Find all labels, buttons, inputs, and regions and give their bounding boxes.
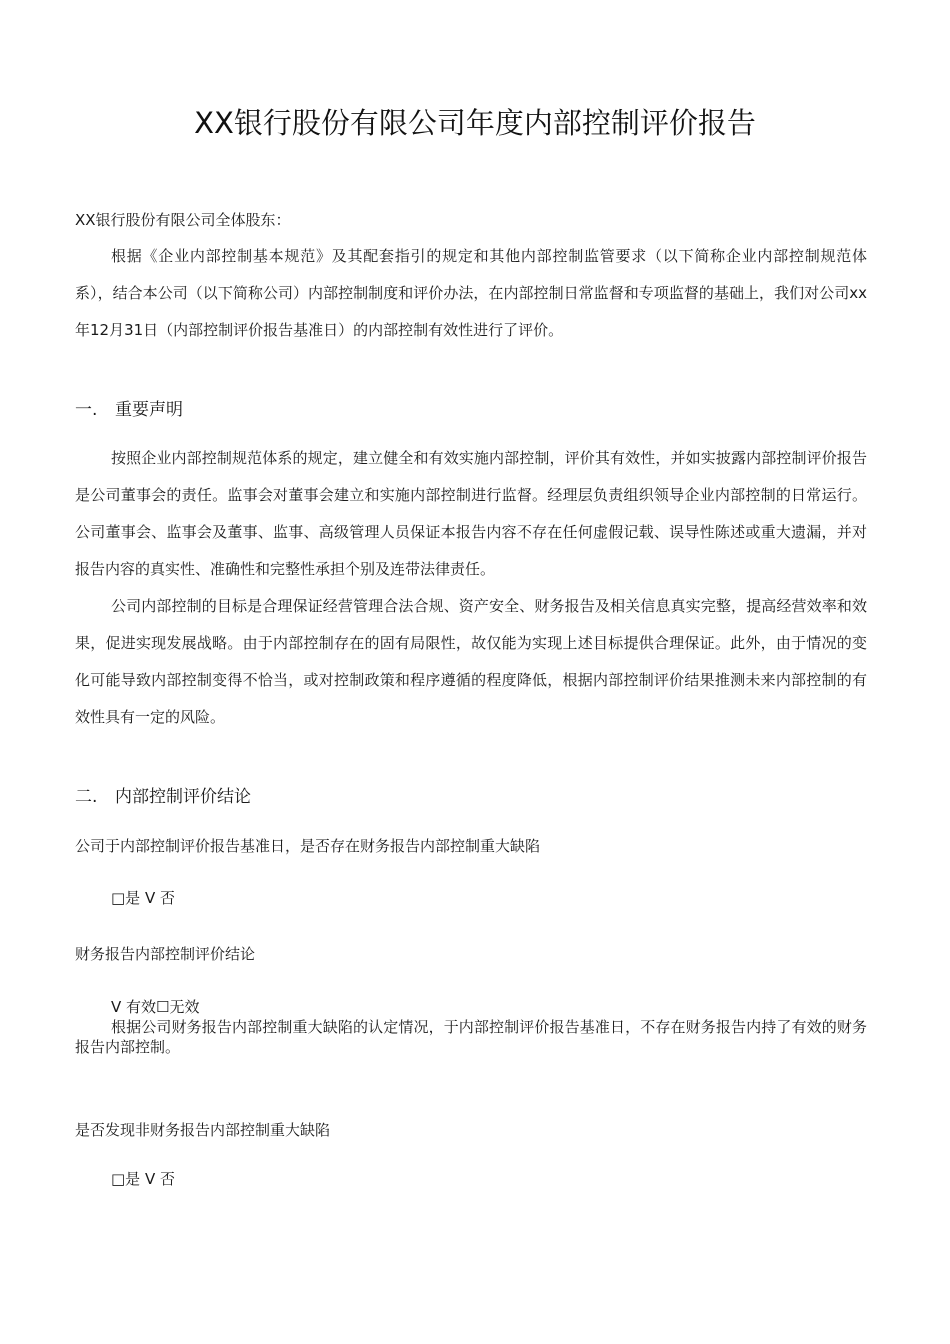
section1-number: 一.: [75, 400, 98, 420]
document-title: XX银行股份有限公司年度内部控制评价报告: [194, 106, 756, 140]
question-financial-defect: 公司于内部控制评价报告基准日，是否存在财务报告内部控制重大缺陷: [75, 837, 541, 855]
section1-heading: [75, 398, 183, 422]
section1-paragraph-2: 公司内部控制的目标是合理保证经营管理合法合规、资产安全、财务报告及相关信息真实完整，提高经营效率和效果，促进实现发展战略。由于内部控制存在的固有局限性，故仅能为实现上述目标提供合理保证。此外，由于情况的变化可能导致内部控制变得不恰当，或对控制政策和程序遵循的程度降低，根据内部控制评价结果推测未来内部控制的有效性具有一定的风险。: [75, 597, 867, 726]
answer-nonfinancial-defect: □是 V 否: [111, 1170, 175, 1188]
section2-number: 二.: [75, 787, 98, 807]
section1-title: 重要声明: [115, 400, 183, 420]
question-financial-conclusion: 财务报告内部控制评价结论: [75, 945, 256, 963]
section2-heading: [75, 785, 251, 809]
section2-title: 内部控制评价结论: [115, 787, 251, 807]
intro-paragraph: 根据《企业内部控制基本规范》及其配套指引的规定和其他内部控制监管要求（以下简称企业内部控制规范体系），结合本公司（以下简称公司）内部控制制度和评价办法，在内部控制日常监督和专项监督的基础上，我们对公司xx年12月31日（内部控制评价报告基准日）的内部控制有效性进行了评价。: [75, 247, 867, 339]
salutation: XX银行股份有限公司全体股东：: [75, 211, 291, 229]
financial-conclusion-text: 根据公司财务报告内部控制重大缺陷的认定情况，于内部控制评价报告基准日，不存在财务报告内持了有效的财务报告内部控制。: [75, 1018, 867, 1056]
section1-paragraph-1: 按照企业内部控制规范体系的规定，建立健全和有效实施内部控制，评价其有效性，并如实披露内部控制评价报告是公司董事会的责任。监事会对董事会建立和实施内部控制进行监督。经理层负责组织领导企业内部控制的日常运行。公司董事会、监事会及董事、监事、高级管理人员保证本报告内容不存在任何虚假记载、误导性陈述或重大遗漏，并对报告内容的真实性、准确性和完整性承担个别及连带法律责任。: [75, 449, 867, 578]
answer-financial-defect: □是 V 否: [111, 889, 175, 907]
question-nonfinancial-defect: 是否发现非财务报告内部控制重大缺陷: [75, 1121, 331, 1139]
answer-financial-conclusion: V 有效☐无效: [111, 998, 200, 1016]
